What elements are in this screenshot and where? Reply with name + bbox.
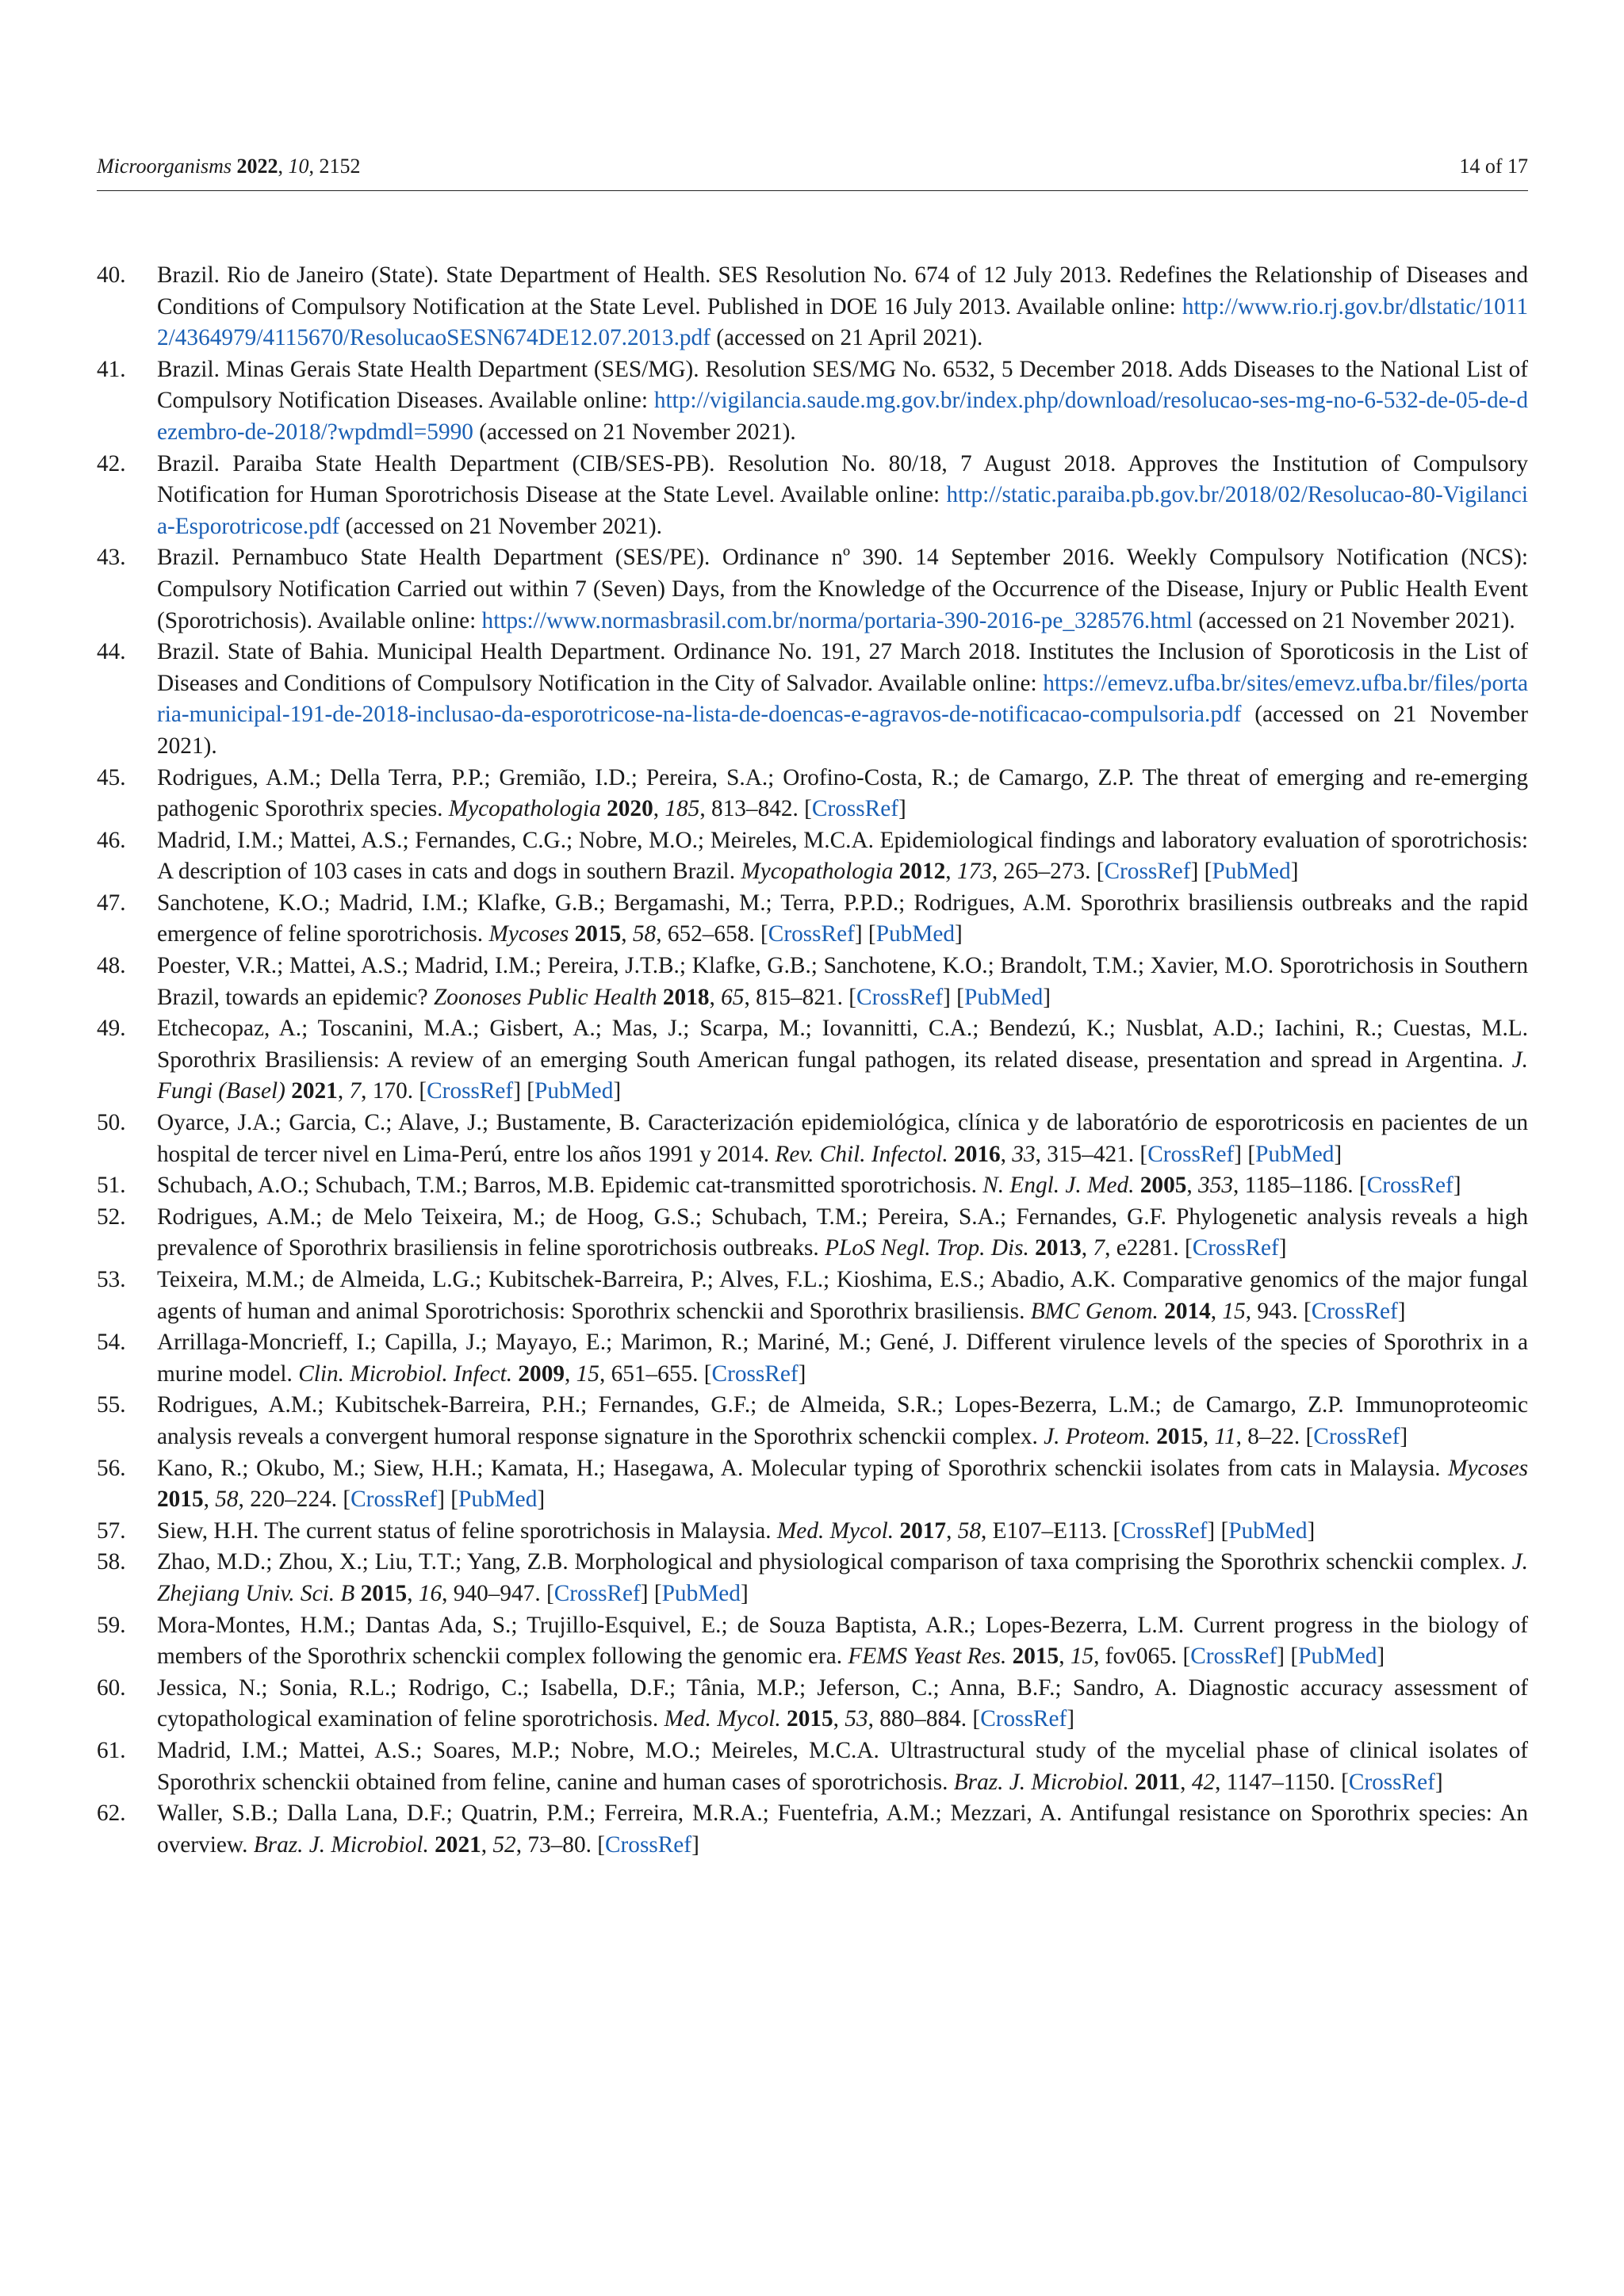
reference-fragment: Brazil. Paraiba State Health Department (CIB/SES-PB). Resolution No. 80/18, 7 August 2018. Approves the Institution of Compulsory Notification for Human Sporotrichosis Disease at the State Level. Available online:	[157, 450, 1528, 508]
crossref-link[interactable]: CrossRef	[1120, 1517, 1208, 1544]
reference-fragment: Brazil. State of Bahia. Municipal Health Department. Ordinance No. 191, 27 March 2018. Institutes the Inclusion of Sporoticosis in the List of Diseases and Conditions of Compulsory Notification in the City of Salvador. Available online:	[157, 639, 1528, 696]
reference-number: 56.	[97, 1455, 126, 1481]
reference-text	[157, 1327, 1528, 1390]
reference-fragment: Rodrigues, A.M.; Della Terra, P.P.; Gremião, I.D.; Pereira, S.A.; Orofino-Costa, R.; de Camargo, Z.P. The threat of emerging and re-emerging pathogenic Sporothrix species.	[157, 764, 1528, 822]
reference-year: 2012	[898, 859, 946, 885]
reference-number: 48.	[97, 953, 126, 979]
reference-item	[97, 449, 1528, 543]
reference-text	[157, 1265, 1528, 1327]
reference-journal-or-volume: 58	[957, 1517, 982, 1544]
reference-fragment: Arrillaga-Moncrieff, I.; Capilla, J.; Mayayo, E.; Marimon, R.; Mariné, M.; Gené, J. Different virulence levels of the species of Sporothrix in a murine model.	[157, 1330, 1528, 1387]
reference-text	[157, 354, 1528, 449]
reference-fragment: ] [	[1277, 1644, 1299, 1670]
reference-journal-or-volume: PLoS Negl. Trop. Dis.	[825, 1235, 1029, 1261]
reference-fragment: Poester, V.R.; Mattei, A.S.; Madrid, I.M.; Pereira, J.T.B.; Klafke, G.B.; Sanchotene, K.O.; Brandolt, T.M.; Xavier, M.O. Sporotrichosis in Southern Brazil, towards an epidemic?	[157, 953, 1528, 1010]
reference-fragment: Waller, S.B.; Dalla Lana, D.F.; Quatrin, P.M.; Ferreira, M.R.A.; Fuentefria, A.M.; Mezzari, A. Antifungal resistance on Sporothrix species: An overview.	[157, 1800, 1528, 1858]
reference-fragment: , 652–658. [	[656, 921, 768, 947]
reference-fragment: ,	[653, 796, 665, 822]
reference-journal-or-volume: 7	[349, 1078, 362, 1104]
reference-item	[97, 1265, 1528, 1327]
reference-number: 51.	[97, 1173, 126, 1199]
reference-year: 2015	[157, 1487, 204, 1513]
reference-fragment: Brazil. Minas Gerais State Health Department (SES/MG). Resolution SES/MG No. 6532, 5 December 2018. Adds Diseases to the National List of Compulsory Notification Diseases. Available online:	[157, 356, 1528, 414]
reference-text	[157, 1673, 1528, 1735]
reference-number: 54.	[97, 1330, 126, 1356]
running-head: Microorganisms 2022, 10, 2152	[97, 155, 361, 178]
reference-fragment: ]	[1453, 1173, 1461, 1199]
reference-fragment: (accessed on 21 November 2021).	[157, 702, 1528, 759]
crossref-link[interactable]: CrossRef	[856, 984, 944, 1010]
reference-number: 52.	[97, 1203, 126, 1230]
reference-fragment: , 170. [	[361, 1078, 427, 1104]
reference-fragment: ] [	[513, 1078, 535, 1104]
crossref-link[interactable]: CrossRef	[711, 1360, 799, 1387]
reference-item	[97, 888, 1528, 951]
reference-fragment: ] [	[437, 1487, 459, 1513]
reference-fragment: , 813–842. [	[699, 796, 812, 822]
reference-fragment: ,	[1180, 1769, 1192, 1795]
reference-year: 2021	[435, 1831, 481, 1858]
reference-number: 57.	[97, 1517, 126, 1544]
reference-journal-or-volume: 173	[956, 859, 992, 885]
reference-journal-or-volume: Clin. Microbiol. Infect.	[298, 1360, 513, 1387]
reference-fragment: ,	[1202, 1423, 1215, 1449]
crossref-link[interactable]: CrossRef	[1147, 1141, 1235, 1167]
reference-journal-or-volume: Braz. J. Microbiol.	[953, 1769, 1129, 1795]
reference-fragment: ] [	[640, 1580, 662, 1606]
pubmed-link[interactable]: PubMed	[1255, 1141, 1335, 1167]
reference-item	[97, 1453, 1528, 1516]
reference-fragment: Schubach, A.O.; Schubach, T.M.; Barros, M.B. Epidemic cat-transmitted sporotrichosis.	[157, 1173, 983, 1199]
pubmed-link[interactable]: PubMed	[458, 1487, 538, 1513]
reference-number: 45.	[97, 764, 126, 790]
reference-journal-or-volume: 53	[845, 1706, 868, 1732]
reference-list	[97, 260, 1528, 1861]
reference-number: 43.	[97, 545, 126, 571]
reference-fragment	[948, 1142, 954, 1167]
reference-fragment: , 8–22. [	[1235, 1423, 1314, 1449]
reference-journal-or-volume: 15	[1222, 1298, 1246, 1324]
reference-year: 2015	[1012, 1644, 1059, 1670]
reference-item	[97, 260, 1528, 354]
reference-item	[97, 763, 1528, 825]
reference-journal-or-volume: 185	[665, 796, 700, 822]
crossref-link[interactable]: CrossRef	[427, 1078, 514, 1104]
reference-journal-or-volume: Rev. Chil. Infectol.	[775, 1141, 948, 1167]
reference-fragment: ,	[481, 1831, 493, 1858]
reference-fragment: Rodrigues, A.M.; de Melo Teixeira, M.; de Hoog, G.S.; Schubach, T.M.; Pereira, S.A.; Fernandes, G.F. Phylogenetic analysis reveals a high prevalence of Sporothrix brasiliensis in feline sporotrichosis outbreaks.	[157, 1203, 1528, 1261]
reference-fragment: Sanchotene, K.O.; Madrid, I.M.; Klafke, G.B.; Bergamashi, M.; Terra, P.P.D.; Rodrigues, A.M. Sporothrix brasiliensis outbreaks and the rapid emergence of feline sporotrichosis.	[157, 890, 1528, 947]
reference-fragment: Brazil. Rio de Janeiro (State). State Department of Health. SES Resolution No. 674 of 12 July 2013. Redefines the Relationship of Diseases and Conditions of Compulsory Notification at the State Level. Published in DOE 16 July 2013. Available online:	[157, 262, 1528, 320]
reference-text	[157, 1798, 1528, 1861]
reference-fragment: Etchecopaz, A.; Toscanini, M.A.; Gisbert, A.; Mas, J.; Scarpa, M.; Iovannitti, C.A.; Bendezú, K.; Nusblat, A.D.; Iachini, R.; Cuestas, M.L. Sporothrix Brasiliensis: A review of an emerging South American fungal pathogen, its related disease, presentation and spread in Argentina.	[157, 1016, 1528, 1073]
reference-fragment: ]	[898, 796, 906, 822]
reference-fragment: ]	[1400, 1423, 1408, 1449]
reference-fragment: ]	[954, 921, 963, 947]
reference-fragment: ,	[1000, 1141, 1013, 1167]
reference-year: 2015	[1156, 1423, 1203, 1449]
reference-number: 58.	[97, 1549, 126, 1575]
reference-journal-or-volume: 11	[1214, 1423, 1236, 1449]
crossref-link[interactable]: CrossRef	[1313, 1423, 1400, 1449]
reference-fragment: Rodrigues, A.M.; Kubitschek-Barreira, P.H.; Fernandes, G.F.; de Almeida, S.R.; Lopes-Bezerra, L.M.; de Camargo, Z.P. Immunoproteomic analysis reveals a convergent humoral response signature in the Sporothrix schenckii complex.	[157, 1392, 1528, 1449]
reference-item	[97, 825, 1528, 888]
reference-fragment: Kano, R.; Okubo, M.; Siew, H.H.; Kamata, H.; Hasegawa, A. Molecular typing of Sporothrix schenckii isolates from cats in Malaysia.	[157, 1455, 1449, 1481]
reference-number: 62.	[97, 1800, 126, 1827]
crossref-link[interactable]: CrossRef	[768, 921, 855, 947]
reference-fragment: Brazil. Pernambuco State Health Department (SES/PE). Ordinance nº 390. 14 September 2016. Weekly Compulsory Notification (NCS): Compulsory Notification Carried out within 7 (Seven) Days, from the Knowledge of the Occurrence of the Disease, Injury or Public Health Event (Sporotrichosis). Available online:	[157, 545, 1528, 633]
reference-fragment	[569, 921, 574, 947]
reference-journal-or-volume: 15	[576, 1360, 599, 1387]
reference-year: 2014	[1164, 1298, 1211, 1324]
reference-fragment: ,	[1186, 1173, 1199, 1199]
reference-journal-or-volume: N. Engl. J. Med.	[982, 1173, 1135, 1199]
reference-journal-or-volume: 353	[1198, 1173, 1233, 1199]
reference-number: 47.	[97, 890, 126, 916]
reference-fragment: ] [	[1207, 1517, 1229, 1544]
reference-fragment: ,	[1059, 1644, 1071, 1670]
reference-number: 49.	[97, 1016, 126, 1042]
reference-fragment: (accessed on 21 November 2021).	[473, 419, 796, 445]
reference-fragment: , E107–E113. [	[981, 1517, 1121, 1544]
pubmed-link[interactable]: PubMed	[963, 984, 1044, 1010]
reference-fragment: , 1185–1186. [	[1232, 1173, 1367, 1199]
reference-fragment: , 651–655. [	[599, 1360, 712, 1387]
reference-journal-or-volume: J. Zhejiang Univ. Sci. B	[157, 1549, 1528, 1606]
reference-fragment: (accessed on 21 November 2021).	[339, 513, 663, 539]
reference-item	[97, 1170, 1528, 1202]
reference-fragment: ,	[945, 859, 957, 885]
reference-item	[97, 1108, 1528, 1170]
reference-fragment: ]	[798, 1360, 806, 1387]
reference-fragment: ]	[691, 1831, 699, 1858]
reference-fragment: ,	[564, 1360, 576, 1387]
journal-volume: 10	[288, 155, 309, 178]
crossref-link[interactable]: CrossRef	[811, 796, 898, 822]
reference-text	[157, 542, 1528, 637]
crossref-link[interactable]: CrossRef	[1311, 1298, 1398, 1324]
reference-text	[157, 825, 1528, 888]
reference-item	[97, 951, 1528, 1013]
reference-text	[157, 260, 1528, 354]
reference-journal-or-volume: Mycoses	[488, 921, 569, 947]
reference-number: 55.	[97, 1392, 126, 1418]
reference-fragment: , 943. [	[1245, 1298, 1312, 1324]
reference-journal-or-volume: Med. Mycol.	[776, 1517, 894, 1544]
reference-item	[97, 542, 1528, 637]
reference-fragment	[781, 1706, 787, 1732]
reference-fragment: ,	[337, 1078, 350, 1104]
reference-fragment: , e2281. [	[1105, 1235, 1193, 1261]
crossref-link[interactable]: CrossRef	[980, 1706, 1067, 1732]
crossref-link[interactable]: CrossRef	[605, 1831, 692, 1858]
reference-journal-or-volume: Mycopathologia	[448, 796, 601, 822]
reference-text	[157, 1108, 1528, 1170]
reference-fragment: (accessed on 21 November 2021).	[1192, 607, 1515, 633]
article-number: 2152	[319, 155, 361, 178]
reference-year: 2015	[360, 1580, 408, 1606]
reference-number: 41.	[97, 356, 126, 382]
reference-fragment: , 940–947. [	[442, 1580, 554, 1606]
reference-year: 2018	[662, 984, 710, 1010]
reference-item	[97, 1516, 1528, 1548]
crossref-link[interactable]: CrossRef	[1348, 1769, 1435, 1795]
reference-text	[157, 1610, 1528, 1673]
reference-fragment: ,	[709, 984, 722, 1010]
page-header	[97, 151, 1528, 182]
reference-journal-or-volume: 58	[632, 921, 657, 947]
reference-fragment: , 265–273. [	[991, 859, 1105, 885]
reference-journal-or-volume: 16	[418, 1580, 442, 1606]
reference-year: 2011	[1135, 1769, 1181, 1795]
journal-name: Microorganisms	[97, 155, 232, 178]
reference-fragment: ]	[1043, 984, 1051, 1010]
reference-fragment: Teixeira, M.M.; de Almeida, L.G.; Kubitschek-Barreira, P.; Alves, F.L.; Kioshima, E.S.; Abadio, A.K. Comparative genomics of the major fungal agents of human and animal Sporotrichosis: Sporothrix schenckii and Sporothrix brasiliensis.	[157, 1267, 1528, 1324]
pubmed-link[interactable]: PubMed	[534, 1078, 614, 1104]
journal-year: 2022	[236, 155, 278, 178]
reference-fragment: ]	[613, 1078, 622, 1104]
reference-text	[157, 1202, 1528, 1265]
reference-year: 2021	[291, 1078, 338, 1104]
reference-journal-or-volume: J. Proteom.	[1044, 1423, 1151, 1449]
reference-fragment: ,	[833, 1706, 845, 1732]
reference-fragment: ]	[740, 1580, 749, 1606]
reference-fragment: Siew, H.H. The current status of feline sporotrichosis in Malaysia.	[157, 1517, 777, 1544]
header-rule	[97, 190, 1528, 191]
reference-fragment: , fov065. [	[1094, 1644, 1191, 1670]
reference-fragment: Mora-Montes, H.M.; Dantas Ada, S.; Trujillo-Esquivel, E.; de Souza Baptista, A.R.; Lopes-Bezerra, L.M. Current progress in the biology of members of the Sporothrix schenckii complex following the genomic era.	[157, 1612, 1528, 1670]
url-link[interactable]: http://vigilancia.saude.mg.gov.br/index.php/download/resolucao-ses-mg-no-6-532-de-05-de-dezembro-de-2018/?wpdmdl=5990	[157, 388, 1528, 445]
reference-number: 40.	[97, 262, 126, 288]
reference-journal-or-volume: 42	[1191, 1769, 1216, 1795]
reference-text	[157, 1013, 1528, 1108]
reference-item	[97, 1735, 1528, 1798]
reference-fragment: ]	[1067, 1706, 1075, 1732]
reference-journal-or-volume: Med. Mycol.	[664, 1706, 781, 1732]
reference-item	[97, 1327, 1528, 1390]
reference-journal-or-volume: FEMS Yeast Res.	[848, 1644, 1007, 1670]
reference-fragment: ]	[1434, 1769, 1443, 1795]
reference-item	[97, 1390, 1528, 1452]
reference-fragment: ] [	[1234, 1141, 1256, 1167]
reference-journal-or-volume: J. Fungi (Basel)	[157, 1047, 1528, 1104]
reference-fragment: , 315–421. [	[1035, 1141, 1148, 1167]
reference-year: 2020	[607, 796, 653, 822]
crossref-link[interactable]: CrossRef	[1366, 1173, 1454, 1199]
crossref-link[interactable]: CrossRef	[553, 1580, 641, 1606]
reference-year: 2015	[787, 1706, 833, 1732]
reference-text	[157, 1170, 1528, 1202]
pubmed-link[interactable]: PubMed	[875, 921, 955, 947]
reference-fragment: Madrid, I.M.; Mattei, A.S.; Soares, M.P.; Nobre, M.O.; Meireles, M.C.A. Ultrastructural study of the mycelial phase of clinical isolates of Sporothrix schenckii obtained from feline, canine and human cases of sporotrichosis.	[157, 1737, 1528, 1795]
crossref-link[interactable]: CrossRef	[1190, 1644, 1277, 1670]
reference-text	[157, 1516, 1528, 1548]
reference-year: 2005	[1139, 1173, 1187, 1199]
reference-fragment: ,	[946, 1517, 958, 1544]
reference-journal-or-volume: 58	[215, 1487, 239, 1513]
reference-number: 61.	[97, 1737, 126, 1763]
crossref-link[interactable]: CrossRef	[1104, 859, 1191, 885]
reference-fragment	[354, 1581, 360, 1606]
reference-fragment: Zhao, M.D.; Zhou, X.; Liu, T.T.; Yang, Z.B. Morphological and physiological comparison of taxa comprising the Sporothrix schenckii complex.	[157, 1549, 1512, 1575]
reference-fragment: ]	[1278, 1235, 1287, 1261]
reference-year: 2017	[899, 1517, 947, 1544]
url-link[interactable]: http://www.rio.rj.gov.br/dlstatic/10112/4364979/4115670/ResolucaoSESN674DE12.07.2013.pdf	[157, 293, 1528, 351]
reference-number: 44.	[97, 639, 126, 665]
reference-number: 53.	[97, 1267, 126, 1292]
reference-fragment: ,	[621, 921, 633, 947]
url-link[interactable]: http://static.paraiba.pb.gov.br/2018/02/Resolucao-80-Vigilancia-Esporotricose.pdf	[157, 482, 1528, 539]
reference-fragment: ]	[1307, 1517, 1316, 1544]
reference-year: 2009	[518, 1360, 565, 1387]
reference-text	[157, 1735, 1528, 1798]
reference-number: 50.	[97, 1110, 126, 1136]
reference-year: 2016	[954, 1141, 1001, 1167]
reference-fragment	[893, 859, 898, 884]
crossref-link[interactable]: CrossRef	[350, 1487, 438, 1513]
reference-journal-or-volume: BMC Genom.	[1030, 1298, 1159, 1324]
reference-text	[157, 1547, 1528, 1609]
reference-item	[97, 1610, 1528, 1673]
reference-fragment: ] [	[943, 984, 964, 1010]
reference-journal-or-volume: Zoonoses Public Health	[434, 984, 657, 1010]
pubmed-link[interactable]: PubMed	[1228, 1517, 1308, 1544]
reference-fragment: ,	[1210, 1298, 1223, 1324]
reference-text	[157, 1390, 1528, 1452]
reference-fragment: , 880–884. [	[868, 1706, 981, 1732]
reference-fragment: , 1147–1150. [	[1215, 1769, 1349, 1795]
url-link[interactable]: https://emevz.ufba.br/sites/emevz.ufba.br/files/portaria-municipal-191-de-2018-inclusao-da-esporotricose-na-lista-de-doencas-e-agravos-de-notificacao-compulsoria.pdf	[157, 670, 1528, 728]
reference-fragment: ,	[1081, 1235, 1094, 1261]
crossref-link[interactable]: CrossRef	[1192, 1235, 1279, 1261]
reference-journal-or-volume: 15	[1070, 1644, 1094, 1670]
reference-fragment: , 73–80. [	[515, 1831, 605, 1858]
reference-text	[157, 888, 1528, 951]
reference-fragment: , 815–821. [	[744, 984, 857, 1010]
reference-journal-or-volume: Braz. J. Microbiol.	[253, 1831, 429, 1858]
reference-fragment	[657, 985, 663, 1010]
reference-text	[157, 637, 1528, 762]
reference-fragment: ]	[537, 1487, 546, 1513]
reference-number: 42.	[97, 450, 126, 476]
pubmed-link[interactable]: PubMed	[661, 1580, 741, 1606]
reference-fragment	[1134, 1173, 1139, 1198]
page-number: 14 of 17	[1459, 155, 1528, 178]
reference-fragment: ]	[1397, 1298, 1406, 1324]
reference-fragment: Madrid, I.M.; Mattei, A.S.; Fernandes, C.G.; Nobre, M.O.; Meireles, M.C.A. Epidemiological findings and laboratory evaluation of sporotrichosis: A description of 103 cases in cats and dogs in southern Brazil.	[157, 827, 1528, 885]
reference-journal-or-volume: Mycoses	[1448, 1455, 1528, 1481]
reference-item	[97, 1013, 1528, 1108]
reference-journal-or-volume: 33	[1012, 1141, 1036, 1167]
reference-fragment	[1006, 1644, 1012, 1669]
reference-fragment: ,	[407, 1580, 419, 1606]
reference-fragment: ]	[1334, 1141, 1342, 1167]
reference-fragment: ] [	[1190, 859, 1212, 885]
reference-text	[157, 763, 1528, 825]
reference-item	[97, 1798, 1528, 1861]
reference-number: 59.	[97, 1612, 126, 1638]
reference-year: 2015	[574, 921, 622, 947]
reference-text	[157, 449, 1528, 543]
reference-fragment: ]	[1377, 1644, 1385, 1670]
reference-fragment: ] [	[854, 921, 876, 947]
reference-year: 2013	[1035, 1235, 1082, 1261]
pubmed-link[interactable]: PubMed	[1212, 859, 1291, 885]
reference-journal-or-volume: 7	[1093, 1235, 1105, 1261]
reference-fragment: Jessica, N.; Sonia, R.L.; Rodrigo, C.; Isabella, D.F.; Tânia, M.P.; Jeferson, C.; Anna, B.F.; Sandro, A. Diagnostic accuracy assessment of cytopathological examination of feline sporotrichosis.	[157, 1674, 1528, 1732]
reference-fragment: ,	[203, 1487, 216, 1513]
reference-item	[97, 1673, 1528, 1735]
reference-fragment: ]	[1290, 859, 1299, 885]
pubmed-link[interactable]: PubMed	[1298, 1644, 1377, 1670]
reference-item	[97, 1547, 1528, 1609]
reference-item	[97, 637, 1528, 762]
reference-number: 46.	[97, 827, 126, 853]
url-link[interactable]: https://www.normasbrasil.com.br/norma/portaria-390-2016-pe_328576.html	[481, 607, 1193, 633]
reference-fragment: , 220–224. [	[238, 1487, 351, 1513]
reference-journal-or-volume: 52	[492, 1831, 516, 1858]
reference-text	[157, 951, 1528, 1013]
reference-journal-or-volume: 65	[721, 984, 745, 1010]
reference-journal-or-volume: Mycopathologia	[741, 859, 894, 885]
reference-number: 60.	[97, 1674, 126, 1701]
reference-item	[97, 354, 1528, 449]
reference-text	[157, 1453, 1528, 1516]
reference-fragment: Oyarce, J.A.; Garcia, C.; Alave, J.; Bustamente, B. Caracterización epidemiológica, clínica y de laboratório de esporotricosis en pacientes de un hospital de tercer nivel en Lima-Perú, entre los años 1991 y 2014.	[157, 1110, 1528, 1167]
reference-item	[97, 1202, 1528, 1265]
reference-fragment: (accessed on 21 April 2021).	[710, 325, 983, 351]
